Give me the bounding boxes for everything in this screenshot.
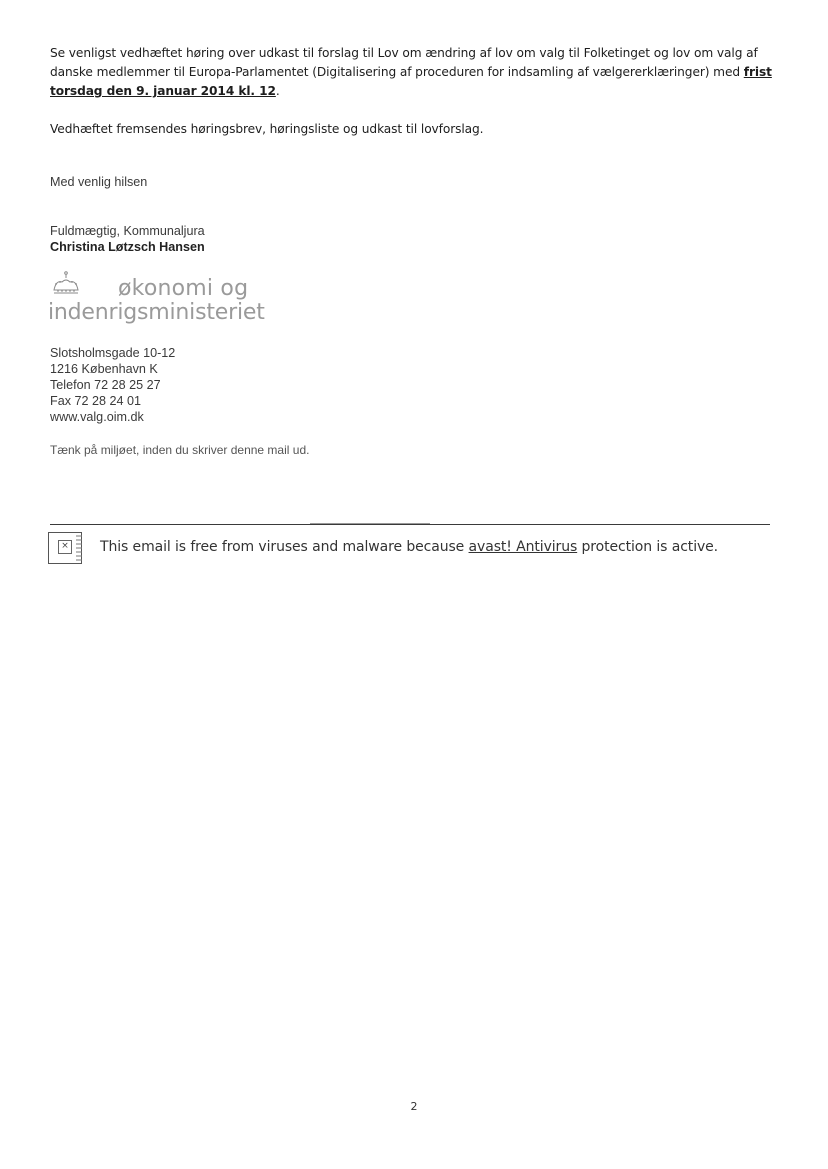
logo-line-1: økonomi og [118,276,249,301]
deadline-text: frist torsdag den 9. januar 2014 kl. 12 [50,65,772,98]
address-block [50,345,175,425]
divider-accent [310,523,430,524]
divider [50,524,770,525]
address-phone: Telefon 72 28 25 27 [50,378,161,392]
signature-title: Fuldmægtig, Kommunaljura [50,224,205,238]
intro-text: Se venligst vedhæftet høring over udkast til forslag til Lov om ændring af lov om valg til Folketinget og lov om valg af danske medlemmer til Europa-Parlamentet (Digitalisering af proceduren for indsamling af vælgererklæringer) med [50,46,758,79]
address-fax: Fax 72 28 24 01 [50,394,142,408]
crown-icon [50,270,82,298]
avast-link[interactable]: avast! Antivirus [468,539,578,555]
logo-line-2: indenrigsministeriet [48,300,265,325]
avast-text-before: This email is free from viruses and malware because [100,539,469,555]
address-city: 1216 København K [50,362,158,376]
avast-stripe-icon [75,534,83,564]
signature-block [50,224,205,255]
avast-message [100,539,718,555]
page-number: 2 [410,1100,418,1113]
greeting: Med venlig hilsen [50,175,148,189]
signature-name: Christina Løtzsch Hansen [50,239,205,254]
address-street: Slotsholmsgade 10-12 [50,346,176,360]
environment-note: Tænk på miljøet, inden du skriver denne mail ud. [50,443,310,457]
ministry-logo [48,270,268,328]
address-web[interactable]: www.valg.oim.dk [50,410,144,424]
avast-text-after: protection is active. [577,539,719,555]
x-icon: × [58,540,72,554]
intro-end: . [275,84,280,98]
intro-paragraph [50,44,780,101]
attachments-paragraph: Vedhæftet fremsendes høringsbrev, høringsliste og udkast til lovforslag. [50,122,484,136]
